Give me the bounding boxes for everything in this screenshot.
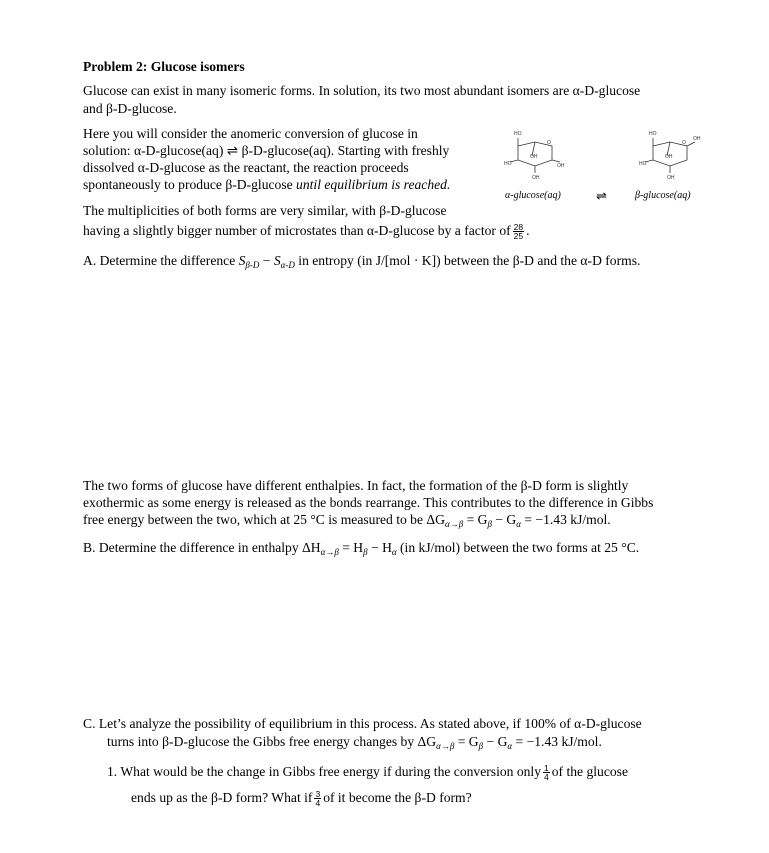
part-c-line-1: C. Let’s analyze the possibility of equilibrium in this process. As stated above, if 100% of α-D-glucose	[83, 716, 642, 731]
para2-line-5: The multiplicities of both forms are very similar, with β-D-glucose	[83, 203, 447, 218]
alpha-oh-bottom-label: OH	[532, 175, 540, 181]
one-quarter-fraction: $\frac{1}{4}$	[544, 763, 549, 783]
problem-title: Problem 2: Glucose isomers	[83, 59, 245, 74]
alpha-oh-right-label: OH	[557, 163, 565, 169]
question-1-line-2: ends up as the β-D form? What if $\frac{3}{4}$ of it become the β-D form?	[131, 789, 472, 809]
equilibrium-arrow-icon: ⇌	[596, 188, 607, 203]
para2-line-2: solution: α-D-glucose(aq) ⇌ β-D-glucose(aq). Starting with freshly	[83, 143, 450, 158]
enthalpy-line-3: free energy between the two, which at 25 °C is measured to be $\Delta G_{\alpha\to\beta} = G_\beta - G_\alpha = -1.43$ kJ/mol.	[83, 512, 611, 529]
beta-ho-left-label: HO	[639, 161, 647, 167]
intro-line-2: and β-D-glucose.	[83, 101, 177, 116]
part-a-question: A. Determine the difference $S_{\beta-D} - S_{\alpha-D}$ in entropy (in J/[mol · K]) between the β-D and the α-D forms.	[83, 253, 641, 270]
part-c-line-2: turns into β-D-glucose the Gibbs free energy changes by $\Delta G_{\alpha\to\beta} = G_\beta - G_\alpha = -1.43$ kJ/mol.	[107, 734, 602, 751]
para2-line-1: Here you will consider the anomeric conversion of glucose in	[83, 126, 418, 141]
alpha-glucose-label: α-glucose(aq)	[505, 190, 561, 201]
para2-line-6: having a slightly bigger number of microstates than α-D-glucose by a factor of $\frac{28}{25}$ .	[83, 222, 530, 242]
beta-ho-top-label: HO	[649, 131, 657, 137]
part-b-question: B. Determine the difference in enthalpy $\Delta H_{\alpha\to\beta} = H_\beta - H_\alpha$ (in kJ/mol) between the two forms at 25 °C.	[83, 540, 640, 557]
para2-line-4: spontaneously to produce β-D-glucose until equilibrium is reached.	[83, 177, 451, 192]
beta-oh-center-label: OH	[665, 154, 673, 160]
alpha-oh-center-label: OH	[530, 154, 538, 160]
microstate-factor-fraction: $\frac{28}{25}$	[513, 222, 524, 242]
beta-glucose-label: β-glucose(aq)	[635, 190, 691, 201]
alpha-ho-top-label: HO	[514, 131, 522, 137]
intro-line-1: Glucose can exist in many isomeric forms. In solution, its two most abundant isomers are α-D-glucose	[83, 83, 641, 98]
alpha-ring-oxygen-label: O	[547, 140, 551, 146]
glucose-anomer-figure	[500, 124, 715, 210]
enthalpy-line-1: The two forms of glucose have different enthalpies. In fact, the formation of the β-D form is slightly	[83, 478, 629, 493]
alpha-ho-left-label: HO	[504, 161, 512, 167]
three-quarters-fraction: $\frac{3}{4}$	[315, 789, 321, 809]
beta-oh-bottom-label: OH	[667, 175, 675, 181]
beta-oh-right-label: OH	[693, 136, 701, 142]
para2-line-3: dissolved α-D-glucose as the reactant, the reaction proceeds	[83, 160, 409, 175]
beta-ring-oxygen-label: O	[682, 140, 686, 146]
question-1-line-1: 1. What would be the change in Gibbs free energy if during the conversion only $\frac{1}{4}$ of the glucose	[107, 763, 629, 783]
emphasis-text: until equilibrium is reached.	[296, 177, 451, 192]
enthalpy-line-2: exothermic as some energy is released as the bonds rearrange. This contributes to the difference in Gibbs	[83, 495, 654, 510]
